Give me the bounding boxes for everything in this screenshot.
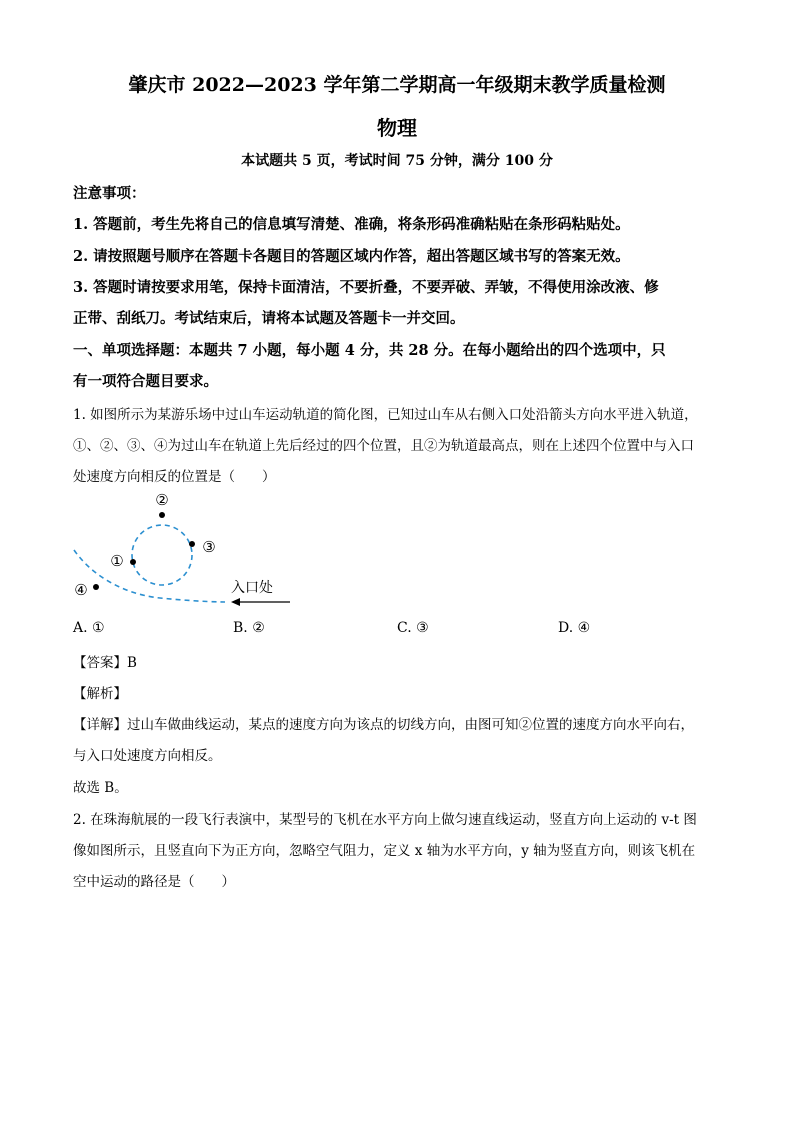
q1-stem-line-1: 1. 如图所示为某游乐场中过山车运动轨道的简化图，已知过山车从右侧入口处沿箭头方向水平进入轨道， [73,407,698,423]
section-heading-line-2: 有一项符合题目要求。 [73,373,218,390]
q2-stem-line-2: 像如图所示，且竖直向下为正方向，忽略空气阻力，定义 x 轴为水平方向，y 轴为竖直方向，则该飞机在 [73,843,696,859]
note-3-line-2: 正带、刮纸刀。考试结束后，请将本试题及答题卡一并交回。 [73,310,465,327]
arrow-head-icon [231,598,240,606]
point-3-dot [189,541,195,547]
point-1-dot [130,559,136,565]
section-heading-line-1: 一、单项选择题：本题共 7 小题，每小题 4 分，共 28 分。在每小题给出的四个选项中，只 [73,342,666,359]
option-c: C. ③ [397,620,429,636]
q1-analysis-heading: 【解析】 [73,686,127,702]
note-1: 1. 答题前，考生先将自己的信息填写清楚、准确，将条形码准确粘贴在条形码粘贴处。 [73,216,630,233]
exam-title: 肇庆市 2022—2023 学年第二学期高一年级期末教学质量检测 [128,74,666,96]
exam-info: 本试题共 5 页，考试时间 75 分钟，满分 100 分 [241,153,553,169]
option-d: D. ④ [558,620,591,636]
q1-stem-line-3: 处速度方向相反的位置是（ ） [73,469,276,485]
track-path [74,550,225,602]
roller-coaster-figure [65,480,305,615]
point-2-label: ② [155,491,169,509]
point-4-dot [93,584,99,590]
q1-stem-line-2: ①、②、③、④为过山车在轨道上先后经过的四个位置，且②为轨道最高点，则在上述四个位置中与入口 [73,438,694,454]
subject-title: 物理 [377,116,417,140]
q1-detail-line-1: 【详解】过山车做曲线运动，某点的速度方向为该点的切线方向，由图可知②位置的速度方向水平向右， [73,717,694,733]
point-2-dot [159,512,165,518]
q1-answer: 【答案】B [73,655,137,671]
notes-heading: 注意事项： [73,185,146,202]
q2-stem-line-1: 2. 在珠海航展的一段飞行表演中，某型号的飞机在水平方向上做匀速直线运动，竖直方向上运动的 v-t 图 [73,812,697,828]
option-b: B. ② [233,620,265,636]
q1-conclusion: 故选 B。 [73,780,128,796]
note-2: 2. 请按照题号顺序在答题卡各题目的答题区域内作答，超出答题区域书写的答案无效。 [73,248,630,265]
q1-detail-line-2: 与入口处速度方向相反。 [73,748,222,764]
entrance-label: 入口处 [231,580,273,596]
point-4-label: ④ [74,581,88,599]
q2-stem-line-3: 空中运动的路径是（ ） [73,874,235,890]
point-3-label: ③ [202,538,216,556]
note-3-line-1: 3. 答题时请按要求用笔，保持卡面清洁，不要折叠，不要弄破、弄皱，不得使用涂改液、修 [73,279,659,296]
point-1-label: ① [110,552,124,570]
option-a: A. ① [73,620,105,636]
track-loop [132,525,192,585]
